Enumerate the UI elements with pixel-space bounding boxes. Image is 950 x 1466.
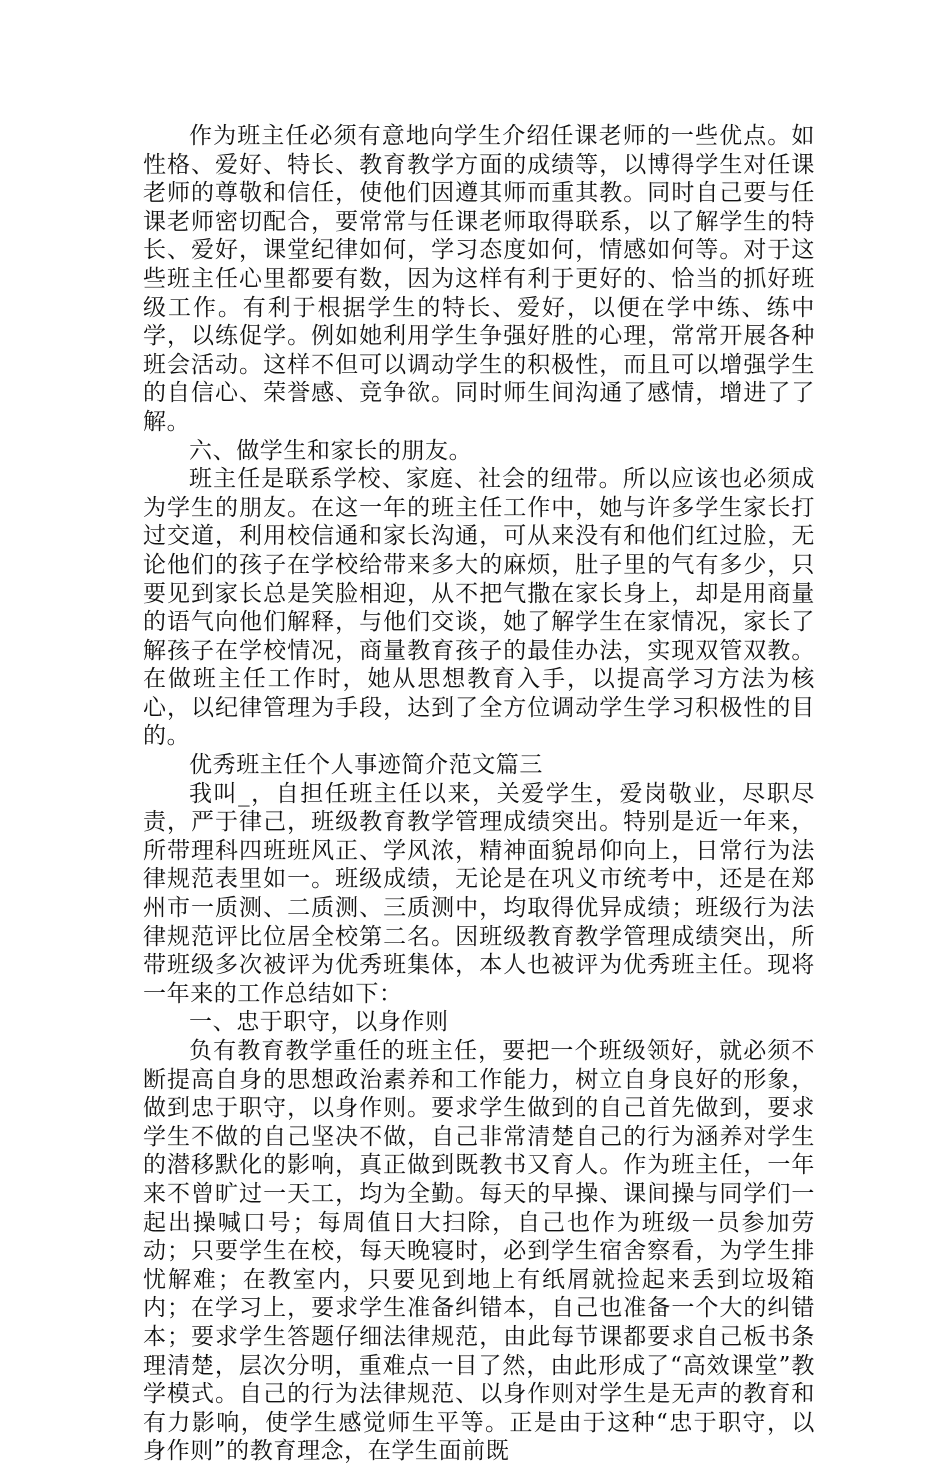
paragraph-self-introduction: 我叫_，自担任班主任以来，关爱学生，爱岗敬业，尽职尽责，严于律己，班级教育教学管理成绩突出。特别是近一年来，所带理科四班班风正、学风浓，精神面貌昂仰向上，日常行为法律规范表里如一。班级成绩，无论是在巩义市统考中，还是在郑州市一质测、二质测、三质测中，均取得优异成绩；班级行为法律规范评比位居全校第二名。因班级教育教学管理成绩突出，所带班级多次被评为优秀班集体，本人也被评为优秀班主任。现将一年来的工作总结如下： bbox=[143, 780, 815, 1007]
article-title-part-three: 优秀班主任个人事迹简介范文篇三 bbox=[189, 752, 543, 779]
section-heading-six: 六、做学生和家长的朋友。 bbox=[189, 437, 473, 464]
paragraph-lead-by-example: 负有教育教学重任的班主任，要把一个班级领好，就必须不断提高自身的思想政治素养和工作能力，树立自身良好的形象，做到忠于职守，以身作则。要求学生做到的自己首先做到，要求学生不做的自己坚决不做，自己非常清楚自己的行为涵养对学生的潜移默化的影响，真正做到既教书又育人。作为班主任，一年来不曾旷过一天工，均为全勤。每天的早操、课间操与同学们一起出操喊口号；每周值日大扫除，自己也作为班级一员参加劳动；只要学生在校，每天晚寝时，必到学生宿舍察看，为学生排忧解难；在教室内，只要见到地上有纸屑就捡起来丢到垃圾箱内；在学习上，要求学生准备纠错本，自己也准备一个大的纠错本；要求学生答题仔细法律规范，由此每节课都要求自己板书条理清楚，层次分明，重难点一目了然，由此形成了“高效课堂”教学模式。自己的行为法律规范、以身作则对学生是无声的教育和有力影响，使学生感觉师生平等。正是由于这种“忠于职守，以身作则”的教育理念，在学生面前既 bbox=[143, 1038, 815, 1465]
document-body bbox=[143, 122, 815, 1466]
section-heading-one: 一、忠于职守，以身作则 bbox=[189, 1009, 449, 1036]
paragraph-parents-friends: 班主任是联系学校、家庭、社会的纽带。所以应该也必须成为学生的朋友。在这一年的班主任工作中，她与许多学生家长打过交道，利用校信通和家长沟通，可从来没有和他们红过脸，无论他们的孩子在学校给带来多大的麻烦，肚子里的气有多少，只要见到家长总是笑脸相迎，从不把气撒在家长身上，却是用商量的语气向他们解释，与他们交谈，她了解学生在家情况，家长了解孩子在学校情况，商量教育孩子的最佳办法，实现双管双教。在做班主任工作时，她从思想教育入手，以提高学习方法为核心，以纪律管理为手段，达到了全方位调动学生学习积极性的目的。 bbox=[143, 466, 815, 750]
paragraph-teacher-intro: 作为班主任必须有意地向学生介绍任课老师的一些优点。如性格、爱好、特长、教育教学方面的成绩等，以博得学生对任课老师的尊敬和信任，使他们因遵其师而重其教。同时自己要与任课老师密切配合，要常常与任课老师取得联系，以了解学生的特长、爱好，课堂纪律如何，学习态度如何，情感如何等。对于这些班主任心里都要有数，因为这样有利于更好的、恰当的抓好班级工作。有利于根据学生的特长、爱好，以便在学中练、练中学，以练促学。例如她利用学生争强好胜的心理，常常开展各种班会活动。这样不但可以调动学生的积极性，而且可以增强学生的自信心、荣誉感、竞争欲。同时师生间沟通了感情，增进了了解。 bbox=[143, 123, 815, 435]
